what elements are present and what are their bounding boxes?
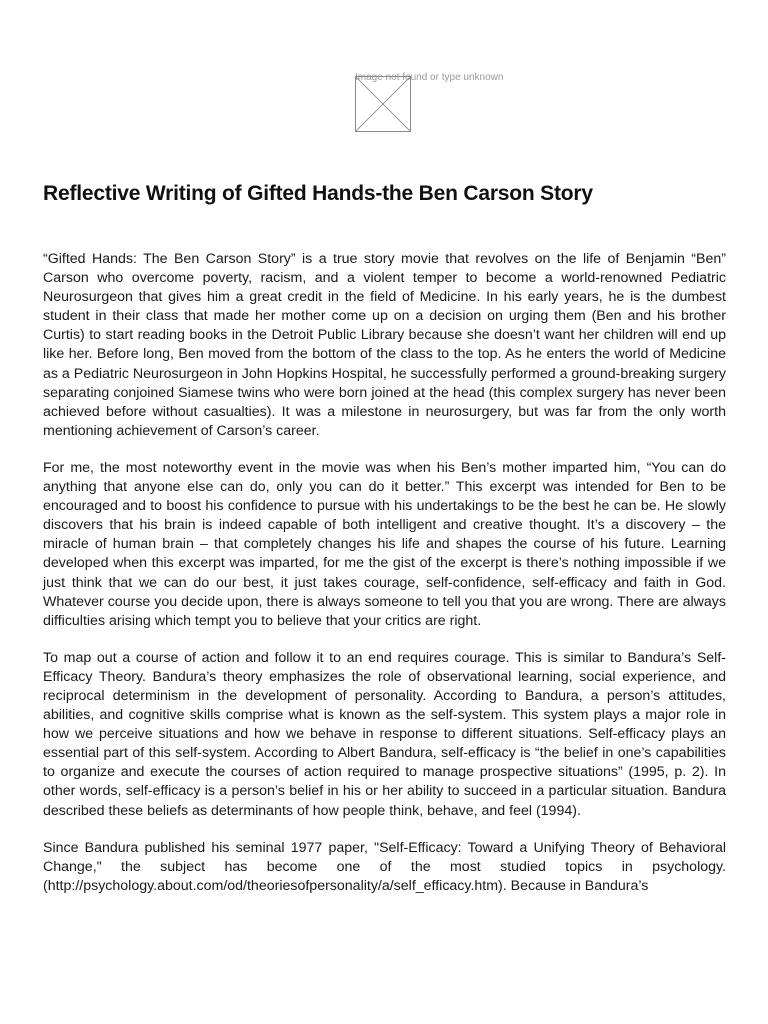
paragraph-2: For me, the most noteworthy event in the movie was when his Ben’s mother imparted him, “You can do anything that anyone else can do, only you can do it better.” This excerpt was intended for Ben to be encouraged and to boost his confidence to pursue with his undertakings to be the best he can be. He slowly discovers that his brain is indeed capable of both intelligent and creative thought. It’s a discovery – the miracle of human brain – that completely changes his life and shapes the course of his future. Learning developed when this excerpt was imparted, for me the gist of the excerpt is there’s nothing impossible if we just think that we can do our best, it just takes courage, self-confidence, self-efficacy and faith in God. Whatever course you decide upon, there is always someone to tell you that you are wrong. There are always difficulties arising which tempt you to believe that your critics are right. — [43, 459, 726, 629]
document-title: Reflective Writing of Gifted Hands-the Ben Carson Story — [43, 182, 593, 205]
document-body — [43, 250, 726, 914]
paragraph-3: To map out a course of action and follow it to an end requires courage. This is similar to Bandura’s Self-Efficacy Theory. Bandura’s theory emphasizes the role of observational learning, social experience, and reciprocal determinism in the development of personality. According to Bandura, a person’s attitudes, abilities, and cognitive skills comprise what is known as the self-system. This system plays a major role in how we perceive situations and how we behave in response to different situations. Self-efficacy plays an essential part of this self-system. According to Albert Bandura, self-efficacy is “the belief in one’s capabilities to organize and execute the courses of action required to manage prospective situations” (1995, p. 2). In other words, self-efficacy is a person’s belief in his or her ability to succeed in a particular situation. Bandura described these beliefs as determinants of how people think, behave, and feel (1994). — [43, 649, 726, 819]
image-alt-text: Image not found or type unknown — [355, 72, 504, 83]
paragraph-4: Since Bandura published his seminal 1977 paper, "Self-Efficacy: Toward a Unifying Theory of Behavioral Change," the subject has become one of the most studied topics in psychology. (http://psychology.about.com/od/theoriesofpersonality/a/self_efficacy.htm). Because in Bandura’s — [43, 839, 726, 894]
paragraph-1: “Gifted Hands: The Ben Carson Story” is a true story movie that revolves on the life of Benjamin “Ben” Carson who overcome poverty, racism, and a violent temper to become a world-renowned Pediatric Neurosurgeon that gives him a great credit in the field of Medicine. In his early years, he is the dumbest student in their class that made her mother come up on a decision on urging them (Ben and his brother Curtis) to start reading books in the Detroit Public Library because she doesn’t want her children will end up like her. Before long, Ben moved from the bottom of the class to the top. As he enters the world of Medicine as a Pediatric Neurosurgeon in John Hopkins Hospital, he successfully performed a ground-breaking surgery separating conjoined Siamese twins who were born joined at the head (this complex surgery has never been achieved before without casualties). It was a milestone in neurosurgery, but was far from the only worth mentioning achievement of Carson’s career. — [43, 251, 726, 439]
broken-image-icon — [355, 76, 411, 132]
broken-image-cross — [356, 77, 410, 131]
